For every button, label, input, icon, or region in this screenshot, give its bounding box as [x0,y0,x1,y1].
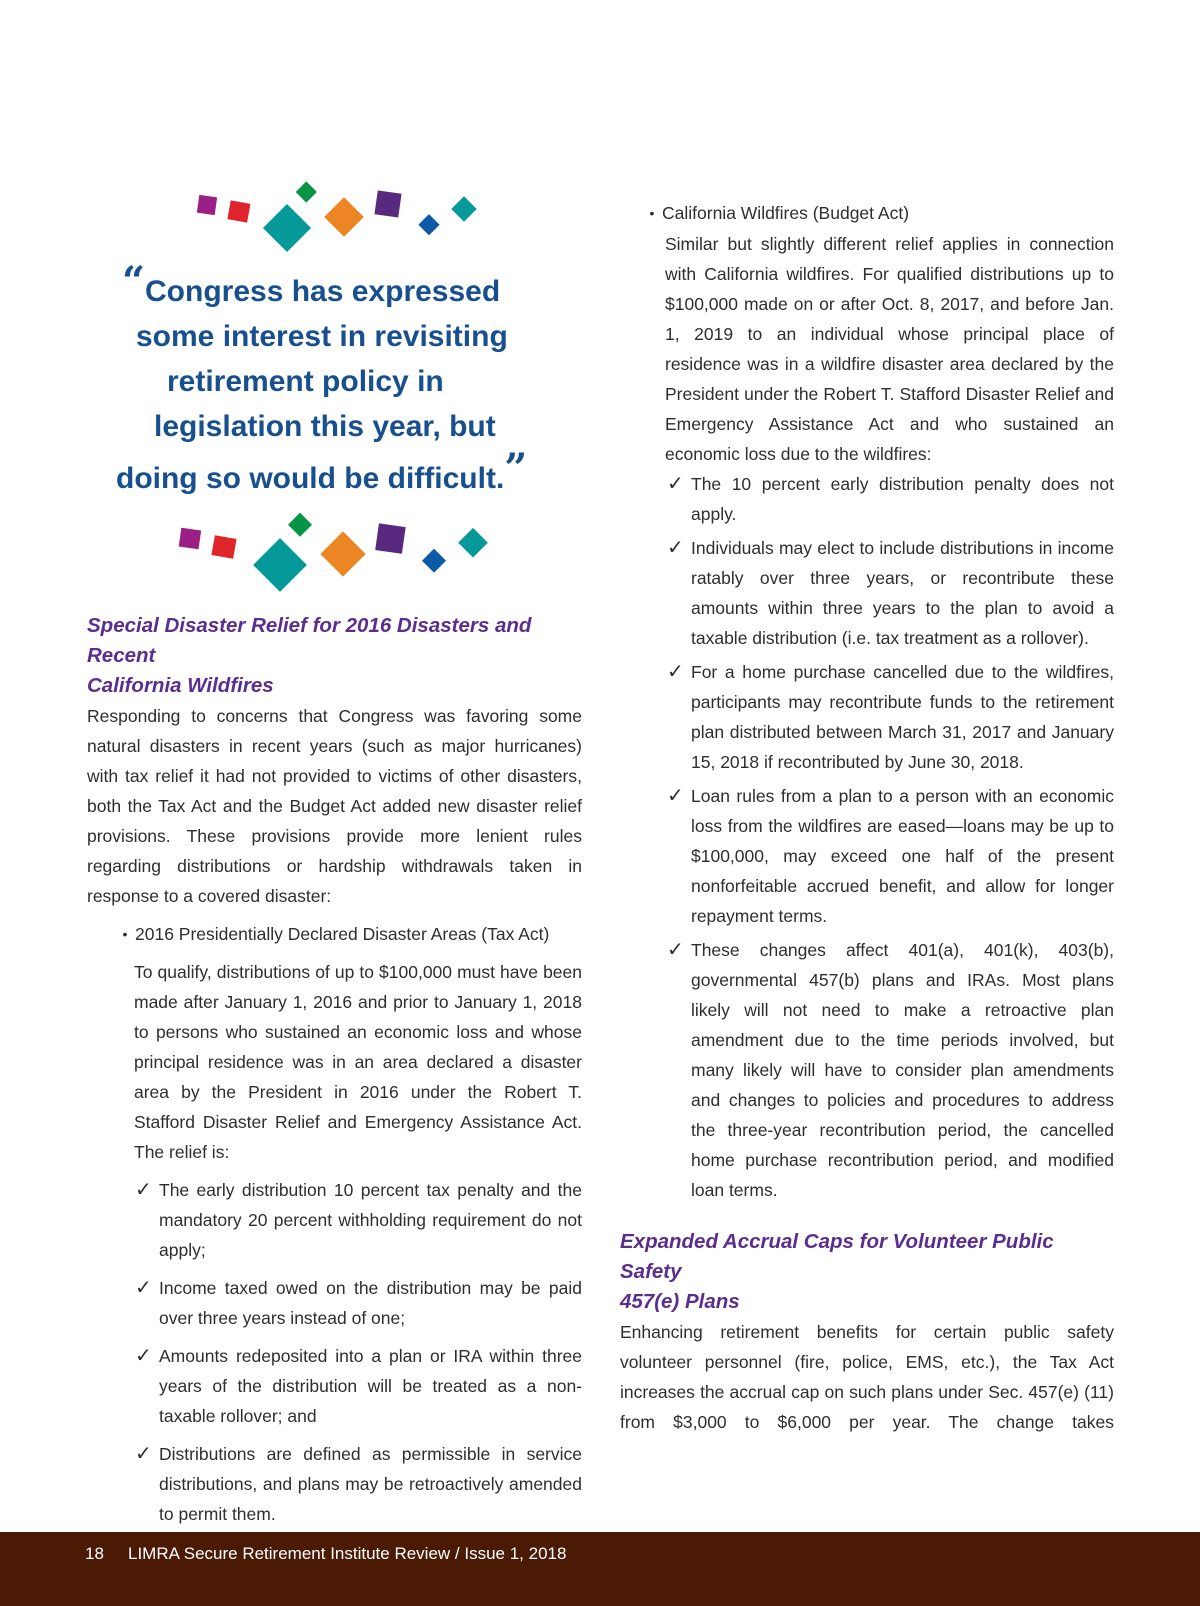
page-footer [0,1532,1200,1606]
pull-quote [96,258,596,501]
check-item [667,935,1114,1205]
quote-line [96,258,596,314]
open-quote-mark: “ [122,258,146,305]
bullet-item [642,198,1114,228]
check-icon: ✓ [135,1345,152,1367]
check-item-text: The 10 percent early distribution penalty does not apply. [691,474,1114,524]
quote-line: legislation this year, but [154,410,496,443]
check-item-text: For a home purchase cancelled due to the wildfires, participants may recontribute funds to the retirement plan distributed between March 31, 2017 and January 15, 2018 if recontributed by June 30, 2018. [691,662,1114,772]
left-column [87,611,582,1529]
close-quote-mark: ” [504,445,528,492]
check-icon: ✓ [135,1443,152,1465]
check-icon: ✓ [667,537,684,559]
check-icon: ✓ [667,939,684,961]
confetti-top [197,181,477,252]
bullet-icon: • [122,926,128,942]
check-item [667,781,1114,931]
intro-paragraph: Responding to concerns that Congress was favoring some natural disasters in recent years (such as major hurricanes) with tax relief it had not provided to victims of other disasters, both the Tax Act and the Budget Act added new disaster relief provisions. These provisions provide more lenient rules regarding distributions or hardship withdrawals taken in response to a covered disaster: [87,706,582,906]
check-icon: ✓ [667,661,684,683]
check-item-text: The early distribution 10 percent tax penalty and the mandatory 20 percent withholding requirement do not apply; [159,1180,582,1260]
section-heading-disaster-relief [87,611,582,701]
heading-line: 457(e) Plans [620,1290,740,1313]
heading-line: Special Disaster Relief for 2016 Disasters and Recent [87,614,532,667]
check-item [135,1175,582,1265]
quote-line-text: doing so would be difficult. [116,462,505,495]
check-icon: ✓ [135,1277,152,1299]
publication-title: LIMRA Secure Retirement Institute Review / Issue 1, 2018 [128,1544,567,1563]
check-item-text: Individuals may elect to include distributions in income ratably over three years, or recontribute these amounts within three years to the plan to avoid a taxable distribution (i.e. tax treatment as a rollover). [691,538,1114,648]
heading-line: Expanded Accrual Caps for Volunteer Public Safety [620,1230,1054,1283]
quote-line-text: Congress has expressed [145,275,501,308]
section-heading-accrual-caps [620,1227,1114,1317]
bullet-paragraph: Similar but slightly different relief applies in connection with California wildfires. For qualified distributions up to $100,000 made on or after Oct. 8, 2017, and before Jan. 1, 2019 to an individual whose principal place of residence was in a wildfire disaster area declared by the President under the Robert T. Stafford Disaster Relief and Emergency Assistance Act and who sustained an economic loss due to the wildfires: [665,234,1114,464]
bullet-title: 2016 Presidentially Declared Disaster Areas (Tax Act) [135,924,550,944]
check-item [667,469,1114,529]
confetti-bottom [179,513,488,592]
check-item-text: Distributions are defined as permissible in service distributions, and plans may be retroactively amended to permit them. [159,1444,582,1524]
check-icon: ✓ [667,473,684,495]
check-item-text: These changes affect 401(a), 401(k), 403(b), governmental 457(b) plans and IRAs. Most plans likely will not need to make a retroactive plan amendment due to the time periods involved, but many likely will have to consider plan amendments and changes to policies and procedures to address the three-year recontribution period, the cancelled home purchase recontribution period, and modified loan terms. [691,940,1114,1200]
check-item-text: Loan rules from a plan to a person with an economic loss from the wildfires are eased—loans may be up to $100,000, may exceed one half of the present nonforfeitable accrued benefit, and allow for longer repayment terms. [691,786,1114,926]
check-icon: ✓ [135,1179,152,1201]
bullet-icon: • [649,205,655,221]
heading-line: California Wildfires [87,674,274,697]
check-item-text: Amounts redeposited into a plan or IRA within three years of the distribution will be treated as a non-taxable rollover; and [159,1346,582,1426]
check-item [135,1439,582,1529]
bullet-item [115,919,582,949]
quote-line: retirement policy in [167,365,444,398]
check-item [667,657,1114,777]
check-item-text: Income taxed owed on the distribution may be paid over three years instead of one; [159,1278,582,1328]
check-icon: ✓ [667,785,684,807]
right-column [620,198,1114,1437]
bullet-paragraph: To qualify, distributions of up to $100,000 must have been made after January 1, 2016 and prior to January 1, 2018 to persons who sustained an economic loss and whose principal residence was in an area declared a disaster area by the President in 2016 under the Robert T. Stafford Disaster Relief and Emergency Assistance Act. The relief is: [134,962,582,1162]
check-item [667,533,1114,653]
page-number: 18 [85,1544,104,1563]
quote-line [96,445,596,501]
check-item [135,1341,582,1431]
bullet-title: California Wildfires (Budget Act) [662,203,910,223]
quote-line: some interest in revisiting [136,320,508,353]
accrual-paragraph: Enhancing retirement benefits for certain public safety volunteer personnel (fire, police, EMS, etc.), the Tax Act increases the accrual cap on such plans under Sec. 457(e) (11) from $3,000 to $6,000 per year. The change takes [620,1322,1114,1432]
check-item [135,1273,582,1333]
